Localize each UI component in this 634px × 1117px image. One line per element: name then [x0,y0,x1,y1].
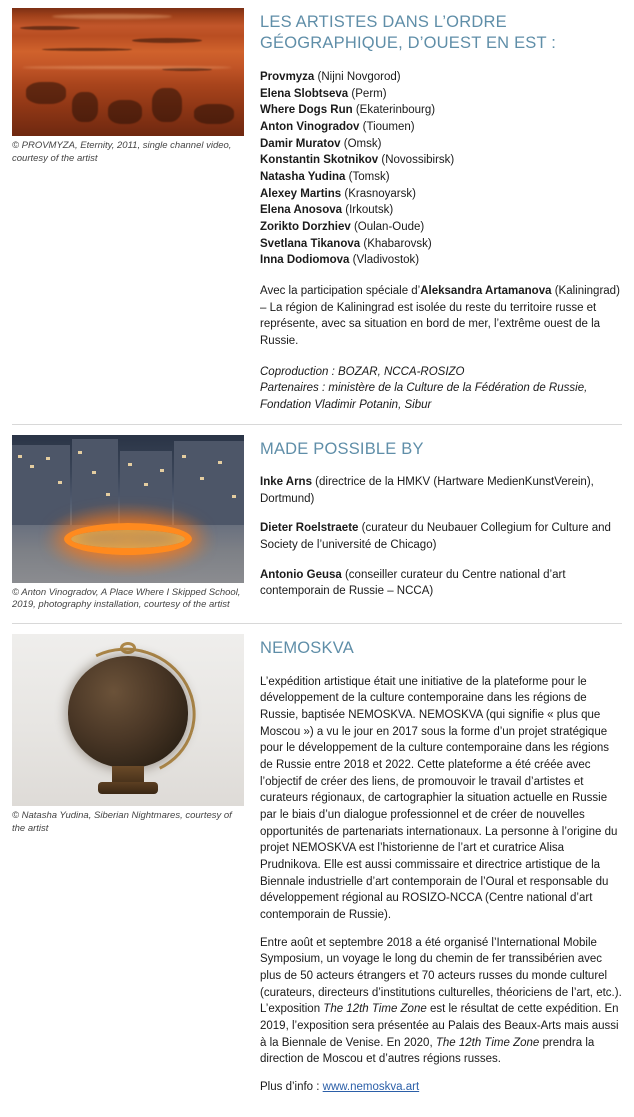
coproduction-line: Coproduction : BOZAR, NCCA-ROSIZO [260,365,465,378]
photo-caption-provmyza: © PROVMYZA, Eternity, 2011, single channel video, courtesy of the artist [12,140,232,164]
artist-list [260,69,622,269]
artist-name: Damir Muratov [260,137,341,150]
artist-name: Elena Anosova [260,204,343,217]
section-nemoskva [12,634,622,1117]
nemoskva-heading: NEMOSKVA [260,639,354,658]
photo-place-where-i-skipped-school [12,435,244,583]
list-item [260,152,622,169]
list-item [260,169,622,186]
artists-heading: LES ARTISTES DANS L’ORDRE GÉOGRAPHIQUE, D’OUEST EN EST : [260,13,557,53]
photo-caption-vinogradov: © Anton Vinogradov, A Place Where I Skipped School, 2019, photography installation, courtesy of the artist [12,586,241,611]
person-entry [260,567,622,600]
person-role: (conseiller curateur du Centre national d’art contemporain de Russie – NCCA) [260,568,566,598]
made-possible-media-column [12,435,244,613]
nemoskva-website-link[interactable]: www.nemoskva.art [322,1081,420,1093]
artist-name: Anton Vinogradov [260,120,360,133]
para2-part-c: prendra la direction de Moscou et d’autres régions russes. [260,1036,595,1066]
artist-name: Inna Dodiomova [260,254,350,267]
special-artist-name: Aleksandra Artamanova [420,284,552,297]
artist-place: (Oulan-Oude) [353,220,425,233]
artist-place: (Khabarovsk) [363,237,432,250]
artist-place: (Irkoutsk) [345,204,394,217]
artist-place: (Tomsk) [348,170,390,183]
artist-place: (Omsk) [343,137,382,150]
artist-place: (Perm) [351,87,387,100]
person-name: Dieter Roelstraete [260,522,359,535]
artist-name: Natasha Yudina [260,170,346,183]
artist-place: (Nijni Novgorod) [317,70,401,83]
person-role: (directrice de la HMKV (Hartware MedienKunstVerein), Dortmund) [260,476,594,505]
artist-place: (Novossibirsk) [381,154,455,167]
list-item [260,219,622,236]
list-item [260,186,622,203]
person-entry [260,474,622,507]
person-entry [260,520,622,553]
person-name: Antonio Geusa [260,568,342,581]
para2-part-a: Entre août et septembre 2018 a été organisé l’International Mobile Symposium, un voyage le long du chemin de fer transsibérien avec plus de 50 acteurs étrangers et 70 acteurs russes du monde culturel (curateurs, directeurs d’institutions culturelles, théoriciens de l’art, etc.). L’exposition [260,936,622,1016]
artist-name: Alexey Martins [260,187,342,200]
artist-name: Where Dogs Run [260,104,353,117]
list-item [260,119,622,136]
artist-place: (Tioumen) [362,120,415,133]
person-role: (curateur du Neubauer Collegium for Culture and Society de l’université de Chicago) [260,522,611,552]
credits-block [260,364,622,414]
more-info-line [260,1079,622,1096]
special-post: (Kaliningrad) – La région de Kaliningrad est isolée du reste du territoire russe et représente, avec sa situation en bord de mer, l’extrême ouest de la Russie. [260,284,620,347]
artists-media-column [12,8,244,166]
section-made-possible-by [12,435,622,623]
artist-name: Elena Slobtseva [260,87,349,100]
nemoskva-media-column [12,634,244,836]
list-item [260,236,622,253]
special-pre: Avec la participation spéciale d’ [260,284,421,297]
photo-provmyza-eternity [12,8,244,136]
artist-name: Konstantin Skotnikov [260,154,379,167]
exhibition-title-2: The 12th Time Zone [435,1036,540,1049]
made-possible-heading: MADE POSSIBLE BY [260,439,424,458]
exhibition-title-1: The 12th Time Zone [323,1003,427,1016]
section-artists [12,8,622,424]
photo-siberian-nightmares [12,634,244,806]
list-item [260,202,622,219]
person-name: Inke Arns [260,476,312,489]
artist-place: (Krasnoyarsk) [344,187,416,200]
partners-line: Partenaires : ministère de la Culture de la Fédération de Russie, Fondation Vladimir Potanin, Sibur [260,382,588,411]
list-item [260,102,622,119]
list-item [260,86,622,103]
artist-place: (Ekaterinbourg) [355,104,436,117]
list-item [260,136,622,153]
nemoskva-text-column [260,634,622,1107]
list-item [260,252,622,269]
section-divider-1 [12,424,622,425]
made-possible-text-column [260,435,622,613]
list-item [260,69,622,86]
artist-name: Zorikto Dorzhiev [260,220,351,233]
artist-place: (Vladivostok) [352,254,420,267]
artist-name: Svetlana Tikanova [260,237,361,250]
para2-part-b: est le résultat de cette expédition. En 2019, l’exposition sera présentée au Palais des Beaux-Arts mais aussi à la Biennale de Venise. En 2020, [260,1003,619,1049]
artist-name: Provmyza [260,70,315,83]
artists-text-column [260,8,622,414]
photo-caption-yudina: © Natasha Yudina, Siberian Nightmares, courtesy of the artist [12,810,232,834]
special-participation-paragraph [260,283,622,350]
nemoskva-paragraph-1: L’expédition artistique était une initiative de la plateforme pour le développement de la culture contemporaine dans les régions de Russie, baptisée NEMOSKVA. NEMOSKVA (qui signifie « plus que Moscou ») a vu le jour en 2017 sous la forme d’un projet stratégique pour le développement de la culture contemporaine dans les régions de Russie entre 2018 et 2022. Cette plateforme a été créée avec l’objectif de créer des liens, de promouvoir le travail d’artistes et curateurs régionaux, de cartographier la situation actuelle en Russie par le biais d’un dialogue professionnel et de créer de nouvelles opportunités de partenariats internationaux. La personne à l’origine du projet NEMOSKVA est l’historienne de l’art et curatrice Alisa Prudnikova. Elle est aussi commissaire et directrice artistique de la Biennale industrielle d’art contemporain de l’Oural et responsable du développement régional au ROSIZO-NCCA (Centre national d’art contemporain de Russie). [260,675,618,921]
section-divider-2 [12,623,622,624]
more-info-label: Plus d’info : [260,1081,323,1093]
